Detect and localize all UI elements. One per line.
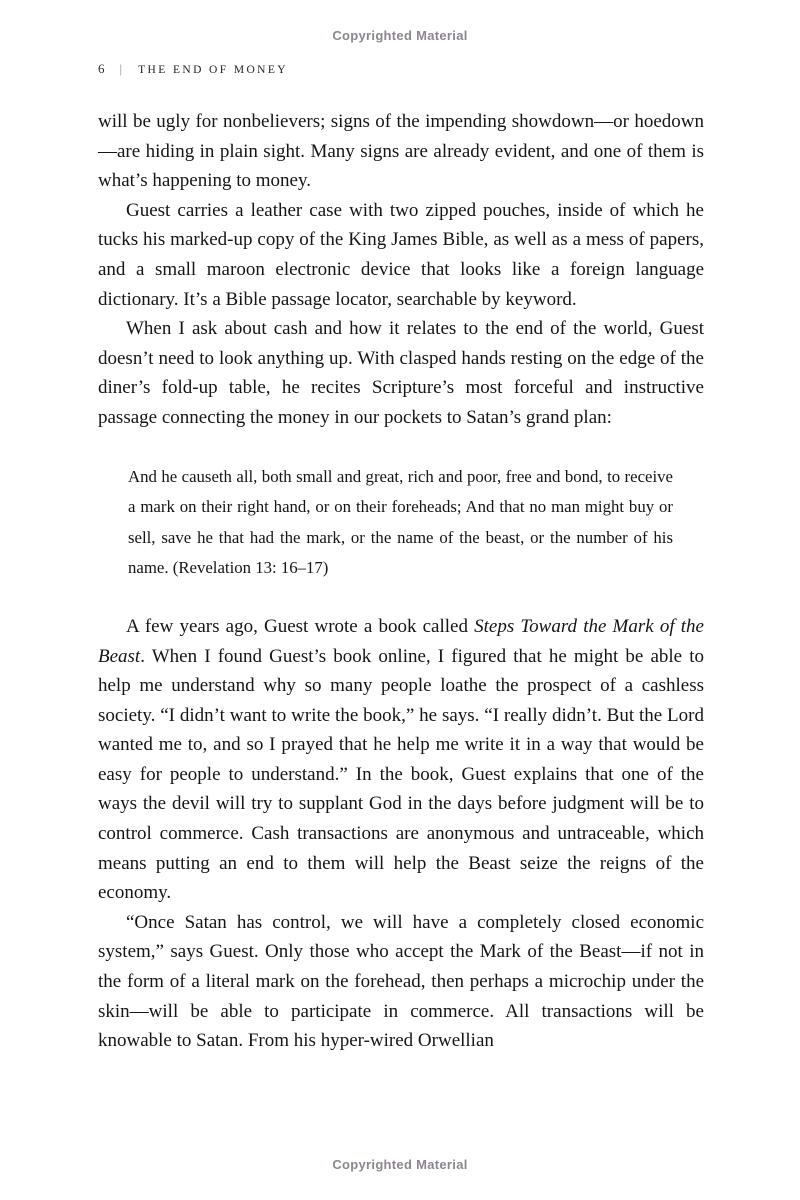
block-quote-scripture: And he causeth all, both small and great, rich and poor, free and bond, to receive a mark on their right hand, or on their foreheads; And that no man might buy or sell, save he that had the mark, or the name of the beast, or the number of his name. (Revelation 13: 16–17) xyxy=(128,466,673,578)
paragraph: When I ask about cash and how it relates to the end of the world, Guest doesn’t need to look anything up. With clasped hands resting on the edge of the diner’s fold-up table, he recites Scripture’s most forceful and instructive passage connecting the money in our pockets to Satan’s grand plan: xyxy=(98,318,704,428)
paragraph: “Once Satan has control, we will have a completely closed economic system,” says Guest. Only those who accept the Mark of the Beast—if not in the form of a literal mark on the forehead, then perhaps a microchip under the skin—will be able to participate in commerce. All transactions will be knowable to Satan. From his hyper-wired Orwellian xyxy=(98,911,704,1052)
book-title-italic: Steps Toward the Mark of the Beast xyxy=(98,615,704,667)
page-header xyxy=(98,61,704,77)
header-divider: | xyxy=(119,61,123,76)
copyright-notice-top: Copyrighted Material xyxy=(332,28,468,43)
paragraph-text: A few years ago, Guest wrote a book called xyxy=(126,615,475,637)
page-number: 6 xyxy=(98,61,105,76)
copyright-notice-bottom: Copyrighted Material xyxy=(332,1157,468,1172)
paragraph: Guest carries a leather case with two zipped pouches, inside of which he tucks his marked-up copy of the King James Bible, as well as a mess of papers, and a small maroon electronic device that looks like a foreign language dictionary. It’s a Bible passage locator, searchable by keyword. xyxy=(98,199,704,310)
page-body xyxy=(98,107,704,1056)
paragraph-text: . When I found Guest’s book online, I figured that he might be able to help me understand why so many people loathe the prospect of a cashless society. “I didn’t want to write the book,” he says. “I really didn’t. But the Lord wanted me to, and so I prayed that he help me write it in a way that would be easy for people to understand.” In the book, Guest explains that one of the ways the devil will try to supplant God in the days before judgment will be to control commerce. Cash transactions are anonymous and untraceable, which means putting an end to them will help the Beast seize the reigns of the economy. xyxy=(98,645,704,904)
paragraph xyxy=(98,612,704,908)
running-head: THE END OF MONEY xyxy=(138,64,288,76)
paragraph-continuation: will be ugly for nonbelievers; signs of the impending showdown—or hoedown—are hiding in plain sight. Many signs are already evident, and one of them is what’s happening to money. xyxy=(98,111,704,192)
